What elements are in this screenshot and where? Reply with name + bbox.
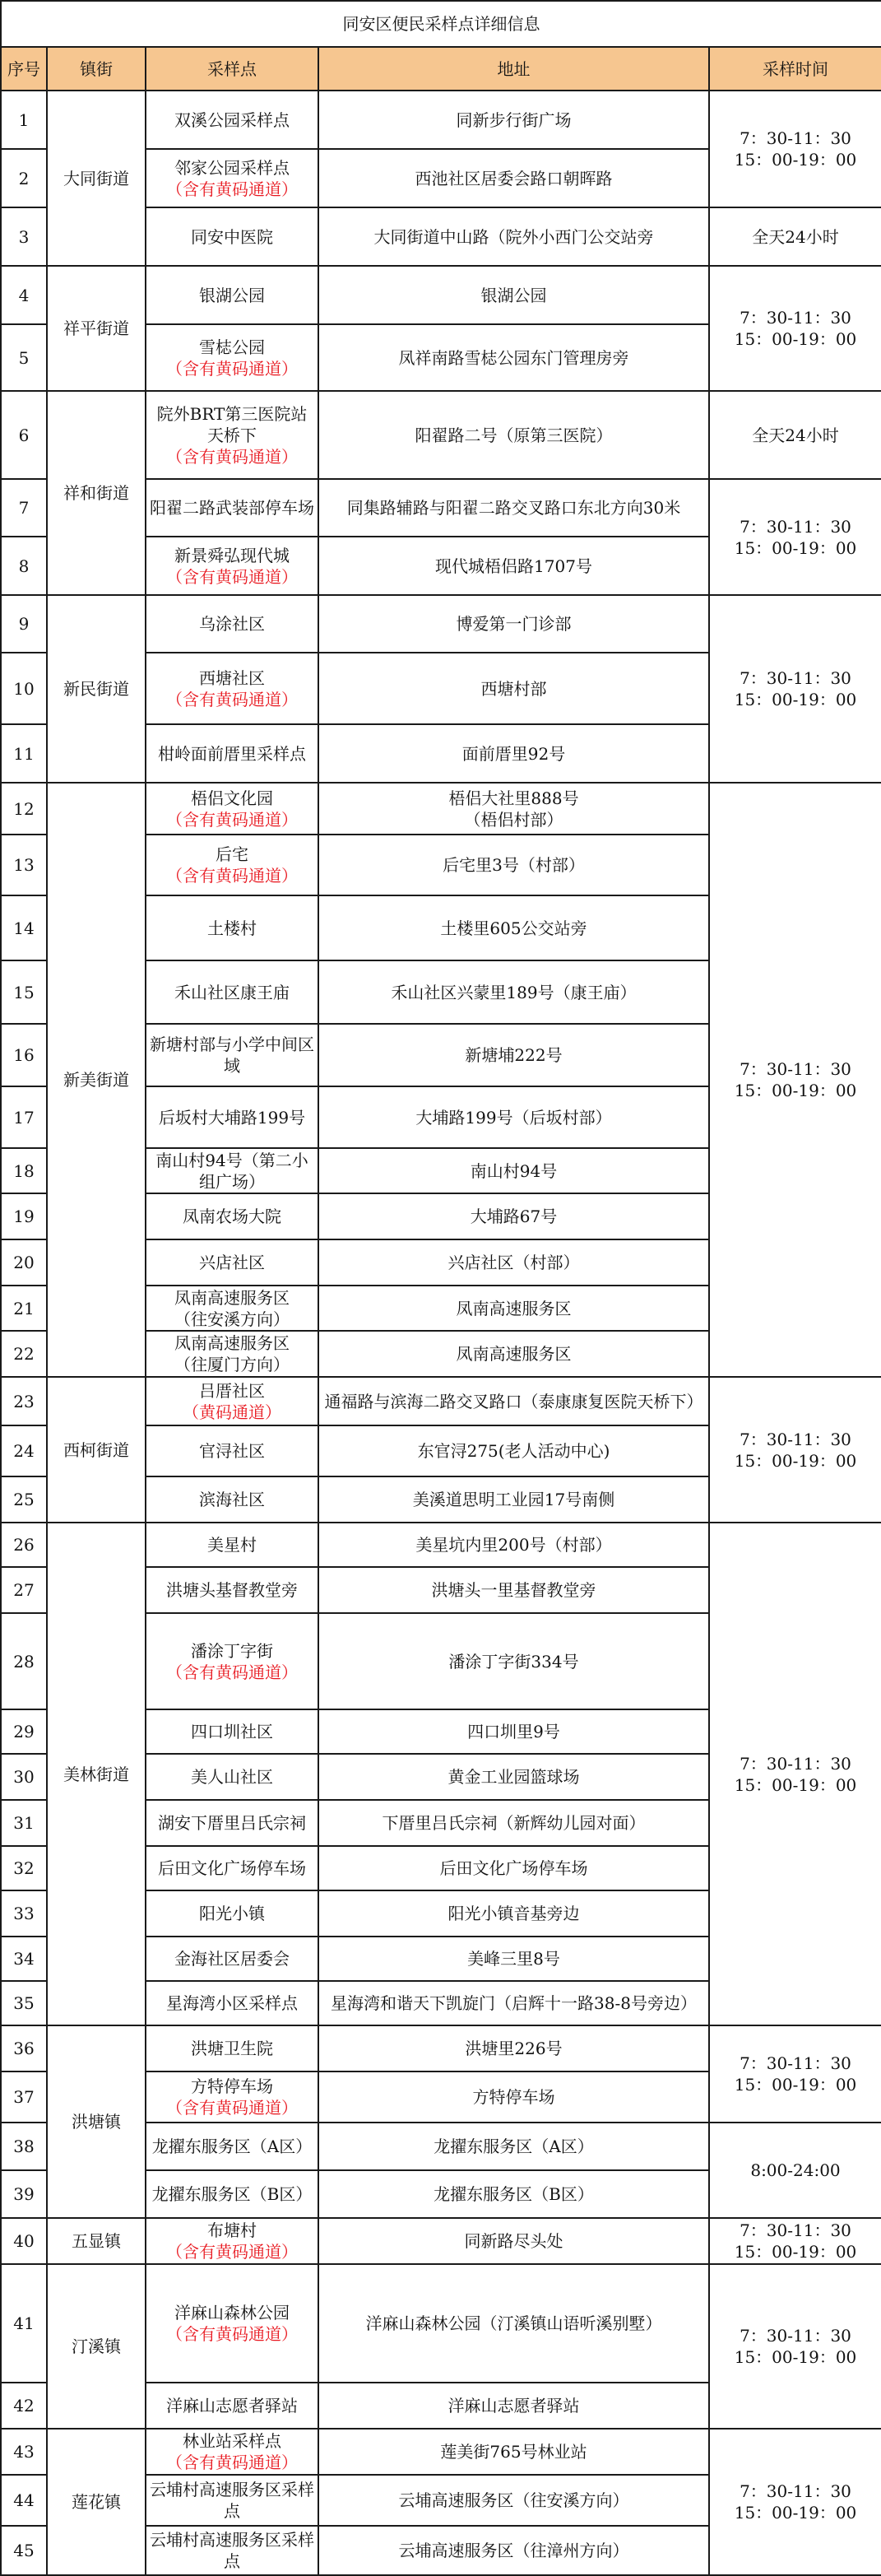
row-point-cell xyxy=(146,1613,318,1709)
yellow-code-note: （含有黄码通道） xyxy=(166,1662,298,1682)
time-line: 7：30-11：30 xyxy=(740,308,851,328)
town-cell: 西柯街道 xyxy=(47,1377,146,1523)
row-point: 方特停车场 xyxy=(191,2076,273,2096)
row-seq: 15 xyxy=(1,960,47,1024)
row-point: 凤南农场大院 xyxy=(146,1193,318,1239)
row-address: 后田文化广场停车场 xyxy=(318,1846,709,1890)
time-line: 15：00-19：00 xyxy=(734,1774,857,1795)
row-seq: 17 xyxy=(1,1086,47,1148)
time-cell xyxy=(709,783,881,1377)
row-point: 洋麻山志愿者驿站 xyxy=(146,2383,318,2429)
header-seq: 序号 xyxy=(1,47,47,91)
time-line: 7：30-11：30 xyxy=(740,1059,851,1079)
row-point-cell xyxy=(146,149,318,207)
row-point: 云埔村高速服务区采样点 xyxy=(146,2475,318,2526)
time-line: 15：00-19：00 xyxy=(734,329,857,349)
row-seq: 36 xyxy=(1,2025,47,2071)
row-point: 后坂村大埔路199号 xyxy=(146,1086,318,1148)
row-seq: 19 xyxy=(1,1193,47,1239)
row-address: 云埔高速服务区（往漳州方向） xyxy=(318,2526,709,2575)
header-point: 采样点 xyxy=(146,47,318,91)
row-point: 洪塘卫生院 xyxy=(146,2025,318,2071)
row-point: 新景舜弘现代城 xyxy=(174,545,290,565)
row-point: 新塘村部与小学中间区域 xyxy=(146,1024,318,1086)
row-seq: 24 xyxy=(1,1425,47,1476)
time-line: 15：00-19：00 xyxy=(734,1081,857,1100)
row-seq: 43 xyxy=(1,2429,47,2475)
row-address: 南山村94号 xyxy=(318,1148,709,1193)
row-point: 土楼村 xyxy=(146,895,318,960)
row-point: 阳光小镇 xyxy=(146,1890,318,1937)
row-point: 银湖公园 xyxy=(146,266,318,324)
row-address: 洪塘头一里基督教堂旁 xyxy=(318,1567,709,1613)
row-seq: 3 xyxy=(1,207,47,266)
row-point: 兴店社区 xyxy=(146,1239,318,1286)
row-seq: 42 xyxy=(1,2383,47,2429)
yellow-code-note: （含有黄码通道） xyxy=(166,2453,298,2472)
row-point-cell xyxy=(146,2264,318,2383)
row-point-cell xyxy=(146,783,318,835)
row-point-cell xyxy=(146,2218,318,2264)
row-address: 后宅里3号（村部） xyxy=(318,835,709,895)
yellow-code-note: （含有黄码通道） xyxy=(166,2324,298,2344)
time-line: 7：30-11：30 xyxy=(740,2053,851,2073)
row-address: 四口圳里9号 xyxy=(318,1709,709,1754)
row-seq: 10 xyxy=(1,653,47,724)
row-point: 西塘社区 xyxy=(199,667,265,688)
row-address: 凤祥南路雪梽公园东门管理房旁 xyxy=(318,324,709,391)
town-cell: 新民街道 xyxy=(47,595,146,783)
row-address: 同新步行街广场 xyxy=(318,91,709,149)
time-cell xyxy=(709,2264,881,2429)
row-point: 后田文化广场停车场 xyxy=(146,1846,318,1890)
row-point: 凤南高速服务区 xyxy=(174,1287,290,1308)
time-line: 7：30-11：30 xyxy=(740,1753,851,1774)
time-line: 15：00-19：00 xyxy=(734,2242,857,2262)
row-point: 布塘村 xyxy=(207,2220,257,2240)
row-point: 林业站采样点 xyxy=(183,2431,281,2451)
row-seq: 11 xyxy=(1,724,47,783)
time-line: 15：00-19：00 xyxy=(734,2347,857,2367)
row-point: 美人山社区 xyxy=(146,1754,318,1800)
yellow-code-note: （含有黄码通道） xyxy=(166,689,298,709)
town-cell: 祥和街道 xyxy=(47,391,146,595)
yellow-code-note: （含有黄码通道） xyxy=(166,2242,298,2262)
row-point-cell xyxy=(146,2429,318,2475)
row-point-cell xyxy=(146,391,318,479)
yellow-code-note: （含有黄码通道） xyxy=(166,809,298,830)
row-address: 大埔路199号（后坂村部） xyxy=(318,1086,709,1148)
row-point-cell xyxy=(146,1331,318,1377)
town-cell: 五显镇 xyxy=(47,2218,146,2264)
row-point-cell xyxy=(146,653,318,724)
row-point: 禾山社区康王庙 xyxy=(146,960,318,1024)
row-point: 洪塘头基督教堂旁 xyxy=(146,1567,318,1613)
row-address: 凤南高速服务区 xyxy=(318,1286,709,1331)
town-cell: 大同街道 xyxy=(47,91,146,266)
row-seq: 41 xyxy=(1,2264,47,2383)
time-line: 15：00-19：00 xyxy=(734,690,857,709)
row-seq: 45 xyxy=(1,2526,47,2575)
row-seq: 16 xyxy=(1,1024,47,1086)
table-row xyxy=(1,1523,881,1567)
row-seq: 6 xyxy=(1,391,47,479)
time-cell xyxy=(709,2025,881,2123)
header-town: 镇街 xyxy=(47,47,146,91)
row-seq: 33 xyxy=(1,1890,47,1937)
yellow-code-note: （含有黄码通道） xyxy=(166,446,298,467)
town-cell: 莲花镇 xyxy=(47,2429,146,2575)
row-seq: 21 xyxy=(1,1286,47,1331)
row-address: 洪塘里226号 xyxy=(318,2025,709,2071)
row-seq: 4 xyxy=(1,266,47,324)
row-point: 官浔社区 xyxy=(146,1425,318,1476)
time-line: 7：30-11：30 xyxy=(740,668,851,688)
time-cell: 全天24小时 xyxy=(709,391,881,479)
town-cell: 祥平街道 xyxy=(47,266,146,391)
row-point-direction: （往安溪方向） xyxy=(174,1309,290,1329)
time-cell xyxy=(709,2429,881,2575)
row-address: 博爱第一门诊部 xyxy=(318,595,709,653)
row-point-cell xyxy=(146,324,318,391)
row-seq: 1 xyxy=(1,91,47,149)
row-point: 凤南高速服务区 xyxy=(174,1333,290,1353)
time-cell xyxy=(709,479,881,595)
row-seq: 32 xyxy=(1,1846,47,1890)
row-address: 大同街道中山路（院外小西门公交站旁 xyxy=(318,207,709,266)
row-point-direction: （往厦门方向） xyxy=(174,1355,290,1374)
time-cell xyxy=(709,91,881,207)
row-point: 吕厝社区 xyxy=(199,1380,265,1401)
row-address: 美峰三里8号 xyxy=(318,1937,709,1981)
row-point-cell xyxy=(146,2071,318,2123)
row-point: 洋麻山森林公园 xyxy=(174,2303,290,2323)
time-line: 15：00-19：00 xyxy=(734,2075,857,2095)
row-address-cell xyxy=(318,783,709,835)
row-point: 星海湾小区采样点 xyxy=(146,1981,318,2025)
header-time: 采样时间 xyxy=(709,47,881,91)
row-address: 梧侣大社里888号 xyxy=(448,788,579,808)
yellow-code-note: （含有黄码通道） xyxy=(166,566,298,587)
row-seq: 34 xyxy=(1,1937,47,1981)
row-point-cell xyxy=(146,1377,318,1425)
table-row xyxy=(1,391,881,479)
row-seq: 14 xyxy=(1,895,47,960)
table-row xyxy=(1,2025,881,2071)
row-point: 南山村94号（第二小组广场） xyxy=(146,1148,318,1193)
row-address: 下厝里吕氏宗祠（新辉幼儿园对面） xyxy=(318,1800,709,1846)
row-seq: 38 xyxy=(1,2123,47,2170)
time-line: 15：00-19：00 xyxy=(734,2503,857,2523)
row-seq: 13 xyxy=(1,835,47,895)
row-address: 云埔高速服务区（往安溪方向） xyxy=(318,2475,709,2526)
yellow-code-note: （含有黄码通道） xyxy=(166,358,298,379)
row-address: 西塘村部 xyxy=(318,653,709,724)
row-point: 金海社区居委会 xyxy=(146,1937,318,1981)
table-row xyxy=(1,2264,881,2383)
time-cell xyxy=(709,1377,881,1523)
row-seq: 40 xyxy=(1,2218,47,2264)
time-line: 15：00-19：00 xyxy=(734,1450,857,1471)
yellow-code-note: （含有黄码通道） xyxy=(166,179,298,199)
row-address: 现代城梧侣路1707号 xyxy=(318,537,709,595)
table-row xyxy=(1,1377,881,1425)
row-point-cell xyxy=(146,1286,318,1331)
row-point: 潘涂丁字街 xyxy=(191,1640,273,1661)
row-address: 莲美街765号林业站 xyxy=(318,2429,709,2475)
row-address: 西池社区居委会路口朝晖路 xyxy=(318,149,709,207)
row-address: 凤南高速服务区 xyxy=(318,1331,709,1377)
town-cell: 洪塘镇 xyxy=(47,2025,146,2218)
time-cell xyxy=(709,2218,881,2264)
row-point: 滨海社区 xyxy=(146,1476,318,1523)
row-address: 洋麻山志愿者驿站 xyxy=(318,2383,709,2429)
row-seq: 7 xyxy=(1,479,47,537)
row-seq: 27 xyxy=(1,1567,47,1613)
row-point: 梧侣文化园 xyxy=(191,788,273,808)
row-seq: 29 xyxy=(1,1709,47,1754)
page-title: 同安区便民采样点详细信息 xyxy=(1,1,881,47)
row-seq: 8 xyxy=(1,537,47,595)
table-row xyxy=(1,2429,881,2475)
yellow-code-note: （含有黄码通道） xyxy=(166,2098,298,2118)
row-seq: 25 xyxy=(1,1476,47,1523)
town-cell: 新美街道 xyxy=(47,783,146,1377)
table-row xyxy=(1,91,881,149)
time-cell xyxy=(709,266,881,391)
row-seq: 23 xyxy=(1,1377,47,1425)
row-seq: 35 xyxy=(1,1981,47,2025)
row-address-note: （梧侣村部） xyxy=(464,809,563,830)
row-address: 方特停车场 xyxy=(318,2071,709,2123)
table-row xyxy=(1,595,881,653)
row-point: 柑岭面前厝里采样点 xyxy=(146,724,318,783)
row-point: 乌涂社区 xyxy=(146,595,318,653)
row-point: 四口圳社区 xyxy=(146,1709,318,1754)
yellow-code-note: （含有黄码通道） xyxy=(166,866,298,886)
row-seq: 30 xyxy=(1,1754,47,1800)
row-address: 黄金工业园篮球场 xyxy=(318,1754,709,1800)
row-point-cell xyxy=(146,537,318,595)
row-address: 美溪道思明工业园17号南侧 xyxy=(318,1476,709,1523)
row-address: 潘涂丁字街334号 xyxy=(318,1613,709,1709)
row-seq: 39 xyxy=(1,2170,47,2218)
yellow-code-note: （黄码通道） xyxy=(183,1402,281,1422)
row-point-cell xyxy=(146,835,318,895)
row-address: 银湖公园 xyxy=(318,266,709,324)
row-address: 龙擢东服务区（B区） xyxy=(318,2170,709,2218)
time-line: 7：30-11：30 xyxy=(740,1429,851,1449)
time-cell xyxy=(709,595,881,783)
row-address: 同新路尽头处 xyxy=(318,2218,709,2264)
time-line: 7：30-11：30 xyxy=(740,2481,851,2501)
table-row xyxy=(1,2218,881,2264)
row-address: 同集路辅路与阳翟二路交叉路口东北方向30米 xyxy=(318,479,709,537)
row-seq: 18 xyxy=(1,1148,47,1193)
row-seq: 28 xyxy=(1,1613,47,1709)
row-address: 兴店社区（村部） xyxy=(318,1239,709,1286)
row-point: 龙擢东服务区（A区） xyxy=(146,2123,318,2170)
row-seq: 2 xyxy=(1,149,47,207)
row-address: 美星坑内里200号（村部） xyxy=(318,1523,709,1567)
row-point: 双溪公园采样点 xyxy=(146,91,318,149)
time-line: 7：30-11：30 xyxy=(740,2220,851,2240)
time-line: 7：30-11：30 xyxy=(740,2326,851,2346)
row-seq: 26 xyxy=(1,1523,47,1567)
time-line: 15：00-19：00 xyxy=(734,537,857,558)
time-cell: 全天24小时 xyxy=(709,207,881,266)
row-point: 龙擢东服务区（B区） xyxy=(146,2170,318,2218)
row-address: 面前厝里92号 xyxy=(318,724,709,783)
row-seq: 5 xyxy=(1,324,47,391)
row-address: 通福路与滨海二路交叉路口（泰康康复医院天桥下） xyxy=(318,1377,709,1425)
row-point: 阳翟二路武装部停车场 xyxy=(146,479,318,537)
row-address: 阳光小镇音基旁边 xyxy=(318,1890,709,1937)
time-line: 7：30-11：30 xyxy=(740,516,851,537)
row-point: 湖安下厝里吕氏宗祠 xyxy=(146,1800,318,1846)
row-address: 大埔路67号 xyxy=(318,1193,709,1239)
row-address: 新塘埔222号 xyxy=(318,1024,709,1086)
row-point: 雪梽公园 xyxy=(199,337,265,357)
row-seq: 12 xyxy=(1,783,47,835)
row-point: 院外BRT第三医院站天桥下 xyxy=(156,403,308,445)
row-seq: 31 xyxy=(1,1800,47,1846)
town-cell: 美林街道 xyxy=(47,1523,146,2025)
row-address: 土楼里605公交站旁 xyxy=(318,895,709,960)
row-point: 同安中医院 xyxy=(146,207,318,266)
row-seq: 37 xyxy=(1,2071,47,2123)
header-address: 地址 xyxy=(318,47,709,91)
time-line: 15：00-19：00 xyxy=(734,150,857,170)
row-point: 美星村 xyxy=(146,1523,318,1567)
row-point: 邻家公园采样点 xyxy=(174,157,290,178)
row-seq: 9 xyxy=(1,595,47,653)
table-row xyxy=(1,783,881,835)
time-line: 7：30-11：30 xyxy=(740,128,851,148)
row-point: 后宅 xyxy=(216,844,248,864)
row-seq: 44 xyxy=(1,2475,47,2526)
row-point: 云埔村高速服务区采样点 xyxy=(146,2526,318,2575)
row-address: 阳翟路二号（原第三医院） xyxy=(318,391,709,479)
row-seq: 20 xyxy=(1,1239,47,1286)
row-address: 禾山社区兴蒙里189号（康王庙） xyxy=(318,960,709,1024)
row-address: 东官浔275(老人活动中心) xyxy=(318,1425,709,1476)
time-cell: 8:00-24:00 xyxy=(709,2123,881,2218)
table-row xyxy=(1,266,881,324)
time-cell xyxy=(709,1523,881,2025)
row-address: 龙擢东服务区（A区） xyxy=(318,2123,709,2170)
town-cell: 汀溪镇 xyxy=(47,2264,146,2429)
row-seq: 22 xyxy=(1,1331,47,1377)
row-address: 星海湾和谐天下凯旋门（启辉十一路38-8号旁边） xyxy=(318,1981,709,2025)
row-address: 洋麻山森林公园（汀溪镇山语听溪别墅） xyxy=(318,2264,709,2383)
